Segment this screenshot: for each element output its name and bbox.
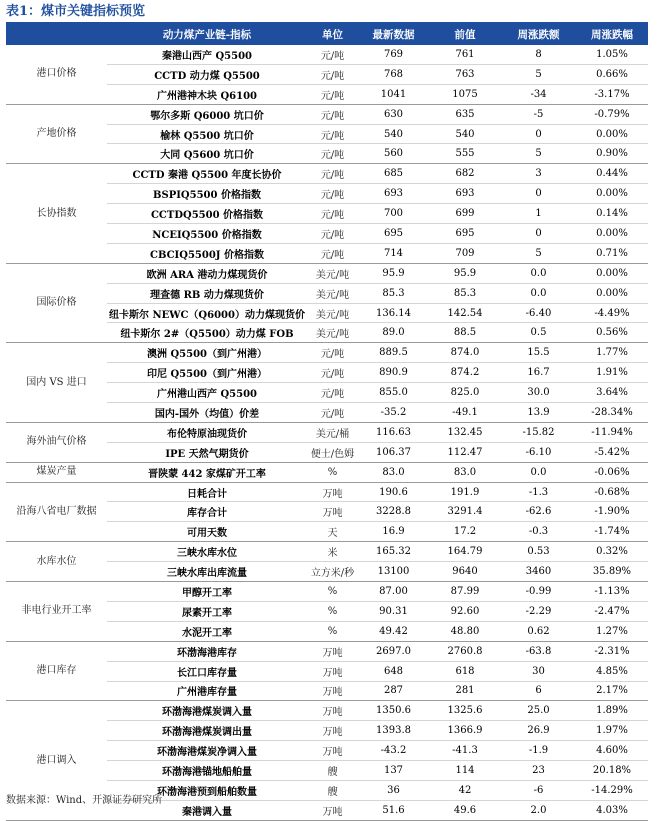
weekly-change-cell: 0.62 <box>501 621 576 641</box>
indicator-cell: 三峡水库出库流量 <box>107 562 307 582</box>
previous-cell: 763 <box>429 64 501 84</box>
weekly-change-pct-cell: -0.68% <box>576 482 648 502</box>
indicator-cell: CCTD 动力煤 Q5500 <box>107 64 307 84</box>
unit-cell: 元/吨 <box>307 124 358 144</box>
latest-cell: 700 <box>358 204 429 224</box>
unit-cell: 元/吨 <box>307 144 358 164</box>
previous-cell: 874.2 <box>429 363 501 383</box>
previous-cell: 693 <box>429 184 501 204</box>
latest-cell: 889.5 <box>358 343 429 363</box>
weekly-change-pct-cell: -28.34% <box>576 403 648 423</box>
weekly-change-pct-cell: -0.06% <box>576 462 648 482</box>
weekly-change-cell: 3460 <box>501 562 576 582</box>
latest-cell: 855.0 <box>358 383 429 403</box>
table-body <box>6 45 648 820</box>
latest-cell: 85.3 <box>358 283 429 303</box>
indicator-cell: 秦港调入量 <box>107 800 307 820</box>
weekly-change-cell: -0.3 <box>501 522 576 542</box>
table-row <box>6 263 648 283</box>
weekly-change-pct-cell: 1.05% <box>576 45 648 64</box>
latest-cell: 540 <box>358 124 429 144</box>
latest-cell: 90.31 <box>358 601 429 621</box>
previous-cell: 618 <box>429 661 501 681</box>
header-latest: 最新数据 <box>358 24 429 45</box>
weekly-change-pct-cell: 0.32% <box>576 542 648 562</box>
weekly-change-pct-cell: 0.00% <box>576 224 648 244</box>
indicator-cell: 鄂尔多斯 Q6000 坑口价 <box>107 104 307 124</box>
weekly-change-pct-cell: -1.74% <box>576 522 648 542</box>
latest-cell: 49.42 <box>358 621 429 641</box>
previous-cell: 17.2 <box>429 522 501 542</box>
weekly-change-cell: 3 <box>501 164 576 184</box>
weekly-change-pct-cell: 35.89% <box>576 562 648 582</box>
weekly-change-cell: 30.0 <box>501 383 576 403</box>
unit-cell: 万吨 <box>307 681 358 701</box>
previous-cell: -49.1 <box>429 403 501 423</box>
weekly-change-cell: 6 <box>501 681 576 701</box>
unit-cell: 美元/桶 <box>307 422 358 442</box>
previous-cell: 1366.9 <box>429 721 501 741</box>
latest-cell: 1350.6 <box>358 701 429 721</box>
table-title: 表1：煤市关键指标预览 <box>6 4 146 19</box>
indicator-cell: 长江口库存量 <box>107 661 307 681</box>
indicator-cell: BSPIQ5500 价格指数 <box>107 184 307 204</box>
weekly-change-cell: 0.0 <box>501 283 576 303</box>
indicator-cell: 广州港库存量 <box>107 681 307 701</box>
weekly-change-pct-cell: 0.00% <box>576 263 648 283</box>
latest-cell: 106.37 <box>358 442 429 462</box>
indicator-cell: 印尼 Q5500（到广州港） <box>107 363 307 383</box>
weekly-change-pct-cell: -2.31% <box>576 641 648 661</box>
previous-cell: 88.5 <box>429 323 501 343</box>
latest-cell: 2697.0 <box>358 641 429 661</box>
previous-cell: 540 <box>429 124 501 144</box>
previous-cell: 142.54 <box>429 303 501 323</box>
weekly-change-pct-cell: 0.44% <box>576 164 648 184</box>
category-cell: 港口库存 <box>6 641 107 701</box>
unit-cell: % <box>307 582 358 602</box>
latest-cell: 190.6 <box>358 482 429 502</box>
unit-cell: 万吨 <box>307 741 358 761</box>
weekly-change-cell: 0.0 <box>501 263 576 283</box>
unit-cell: 元/吨 <box>307 343 358 363</box>
indicator-cell: 欧洲 ARA 港动力煤现货价 <box>107 263 307 283</box>
header-weekly-change-pct: 周涨跌幅 <box>576 24 648 45</box>
previous-cell: 95.9 <box>429 263 501 283</box>
indicator-cell: 晋陕蒙 442 家煤矿开工率 <box>107 462 307 482</box>
weekly-change-cell: -5 <box>501 104 576 124</box>
weekly-change-pct-cell: 1.27% <box>576 621 648 641</box>
latest-cell: 116.63 <box>358 422 429 442</box>
previous-cell: 3291.4 <box>429 502 501 522</box>
indicator-cell: 可用天数 <box>107 522 307 542</box>
previous-cell: 761 <box>429 45 501 64</box>
weekly-change-pct-cell: 4.03% <box>576 800 648 820</box>
latest-cell: 36 <box>358 780 429 800</box>
weekly-change-cell: -2.29 <box>501 601 576 621</box>
weekly-change-pct-cell: -5.42% <box>576 442 648 462</box>
weekly-change-cell: 2.0 <box>501 800 576 820</box>
indicator-cell: 水泥开工率 <box>107 621 307 641</box>
latest-cell: 165.32 <box>358 542 429 562</box>
weekly-change-cell: -6.10 <box>501 442 576 462</box>
category-cell: 港口调入 <box>6 701 107 820</box>
weekly-change-pct-cell: 2.17% <box>576 681 648 701</box>
category-cell: 非电行业开工率 <box>6 582 107 642</box>
weekly-change-cell: 8 <box>501 45 576 64</box>
indicator-cell: 广州港山西产 Q5500 <box>107 383 307 403</box>
previous-cell: 695 <box>429 224 501 244</box>
weekly-change-cell: 23 <box>501 761 576 781</box>
indicator-cell: CCTD 秦港 Q5500 年度长协价 <box>107 164 307 184</box>
latest-cell: 693 <box>358 184 429 204</box>
unit-cell: 天 <box>307 522 358 542</box>
latest-cell: 714 <box>358 243 429 263</box>
indicator-cell: NCEIQ5500 价格指数 <box>107 224 307 244</box>
weekly-change-pct-cell: 4.60% <box>576 741 648 761</box>
table-row <box>6 343 648 363</box>
indicator-cell: 环渤海港煤炭净调入量 <box>107 741 307 761</box>
latest-cell: 83.0 <box>358 462 429 482</box>
latest-cell: -35.2 <box>358 403 429 423</box>
indicator-cell: 纽卡斯尔 2#（Q5500）动力煤 FOB <box>107 323 307 343</box>
previous-cell: 49.6 <box>429 800 501 820</box>
previous-cell: 555 <box>429 144 501 164</box>
unit-cell: 元/吨 <box>307 363 358 383</box>
coal-market-indicator-table <box>6 24 648 821</box>
latest-cell: 695 <box>358 224 429 244</box>
previous-cell: 191.9 <box>429 482 501 502</box>
category-cell: 水库水位 <box>6 542 107 582</box>
weekly-change-cell: 0 <box>501 224 576 244</box>
latest-cell: 1041 <box>358 84 429 104</box>
category-cell: 海外油气价格 <box>6 422 107 462</box>
weekly-change-pct-cell: -2.47% <box>576 601 648 621</box>
indicator-cell: 环渤海港锚地船舶量 <box>107 761 307 781</box>
category-cell: 长协指数 <box>6 164 107 263</box>
unit-cell: 美元/吨 <box>307 283 358 303</box>
previous-cell: 92.60 <box>429 601 501 621</box>
table-row <box>6 482 648 502</box>
header-weekly-change: 周涨跌额 <box>501 24 576 45</box>
unit-cell: 艘 <box>307 761 358 781</box>
previous-cell: 132.45 <box>429 422 501 442</box>
indicator-cell: 环渤海港煤炭调入量 <box>107 701 307 721</box>
weekly-change-cell: 26.9 <box>501 721 576 741</box>
header-unit: 单位 <box>307 24 358 45</box>
table-row <box>6 104 648 124</box>
latest-cell: 890.9 <box>358 363 429 383</box>
category-cell: 国内 VS 进口 <box>6 343 107 423</box>
weekly-change-pct-cell: 0.00% <box>576 283 648 303</box>
unit-cell: 立方米/秒 <box>307 562 358 582</box>
weekly-change-pct-cell: 0.90% <box>576 144 648 164</box>
latest-cell: 16.9 <box>358 522 429 542</box>
table-row <box>6 462 648 482</box>
previous-cell: 2760.8 <box>429 641 501 661</box>
indicator-cell: 三峡水库水位 <box>107 542 307 562</box>
weekly-change-pct-cell: 0.00% <box>576 124 648 144</box>
weekly-change-pct-cell: 4.85% <box>576 661 648 681</box>
latest-cell: 685 <box>358 164 429 184</box>
table-row <box>6 701 648 721</box>
weekly-change-cell: 30 <box>501 661 576 681</box>
unit-cell: 元/吨 <box>307 64 358 84</box>
unit-cell: 元/吨 <box>307 164 358 184</box>
previous-cell: 825.0 <box>429 383 501 403</box>
unit-cell: 美元/吨 <box>307 323 358 343</box>
weekly-change-pct-cell: 1.97% <box>576 721 648 741</box>
weekly-change-pct-cell: -4.49% <box>576 303 648 323</box>
unit-cell: % <box>307 621 358 641</box>
weekly-change-cell: 5 <box>501 144 576 164</box>
weekly-change-cell: 0 <box>501 124 576 144</box>
weekly-change-cell: -1.9 <box>501 741 576 761</box>
table-header-row <box>6 24 648 45</box>
unit-cell: 美元/吨 <box>307 263 358 283</box>
header-indicator: 动力煤产业链-指标 <box>107 24 307 45</box>
previous-cell: 1325.6 <box>429 701 501 721</box>
unit-cell: 元/吨 <box>307 184 358 204</box>
weekly-change-cell: -34 <box>501 84 576 104</box>
table-row <box>6 45 648 64</box>
category-cell: 沿海八省电厂数据 <box>6 482 107 542</box>
unit-cell: 米 <box>307 542 358 562</box>
weekly-change-cell: -6 <box>501 780 576 800</box>
weekly-change-cell: -15.82 <box>501 422 576 442</box>
unit-cell: 元/吨 <box>307 104 358 124</box>
weekly-change-cell: -63.8 <box>501 641 576 661</box>
indicator-cell: 日耗合计 <box>107 482 307 502</box>
weekly-change-cell: 25.0 <box>501 701 576 721</box>
weekly-change-cell: 13.9 <box>501 403 576 423</box>
unit-cell: % <box>307 601 358 621</box>
previous-cell: 635 <box>429 104 501 124</box>
previous-cell: 42 <box>429 780 501 800</box>
previous-cell: 699 <box>429 204 501 224</box>
previous-cell: 164.79 <box>429 542 501 562</box>
weekly-change-cell: 0.53 <box>501 542 576 562</box>
latest-cell: 95.9 <box>358 263 429 283</box>
unit-cell: 元/吨 <box>307 204 358 224</box>
previous-cell: 682 <box>429 164 501 184</box>
unit-cell: 万吨 <box>307 502 358 522</box>
weekly-change-cell: -6.40 <box>501 303 576 323</box>
indicator-cell: 理查德 RB 动力煤现货价 <box>107 283 307 303</box>
unit-cell: 便士/色姆 <box>307 442 358 462</box>
unit-cell: 美元/吨 <box>307 303 358 323</box>
unit-cell: 万吨 <box>307 661 358 681</box>
weekly-change-cell: 15.5 <box>501 343 576 363</box>
latest-cell: 136.14 <box>358 303 429 323</box>
indicator-cell: 尿素开工率 <box>107 601 307 621</box>
weekly-change-cell: -0.99 <box>501 582 576 602</box>
weekly-change-pct-cell: 0.00% <box>576 184 648 204</box>
previous-cell: 281 <box>429 681 501 701</box>
weekly-change-pct-cell: -1.90% <box>576 502 648 522</box>
previous-cell: 9640 <box>429 562 501 582</box>
unit-cell: 元/吨 <box>307 224 358 244</box>
indicator-cell: 国内-国外（均值）价差 <box>107 403 307 423</box>
weekly-change-pct-cell: 1.91% <box>576 363 648 383</box>
indicator-cell: 广州港神木块 Q6100 <box>107 84 307 104</box>
latest-cell: 630 <box>358 104 429 124</box>
unit-cell: 万吨 <box>307 482 358 502</box>
weekly-change-cell: 5 <box>501 64 576 84</box>
previous-cell: 87.99 <box>429 582 501 602</box>
indicator-cell: 甲醇开工率 <box>107 582 307 602</box>
latest-cell: 3228.8 <box>358 502 429 522</box>
indicator-cell: 布伦特原油现货价 <box>107 422 307 442</box>
weekly-change-pct-cell: -0.79% <box>576 104 648 124</box>
weekly-change-pct-cell: -1.13% <box>576 582 648 602</box>
weekly-change-pct-cell: 3.64% <box>576 383 648 403</box>
previous-cell: 112.47 <box>429 442 501 462</box>
category-cell: 国际价格 <box>6 263 107 343</box>
unit-cell: 万吨 <box>307 701 358 721</box>
weekly-change-cell: 5 <box>501 243 576 263</box>
indicator-cell: 环渤海港库存 <box>107 641 307 661</box>
weekly-change-pct-cell: 0.71% <box>576 243 648 263</box>
weekly-change-cell: -62.6 <box>501 502 576 522</box>
latest-cell: 648 <box>358 661 429 681</box>
header-previous: 前值 <box>429 24 501 45</box>
indicator-cell: 环渤海港预到船舶数量 <box>107 780 307 800</box>
indicator-cell: 环渤海港煤炭调出量 <box>107 721 307 741</box>
indicator-cell: CBCIQ5500J 价格指数 <box>107 243 307 263</box>
latest-cell: 137 <box>358 761 429 781</box>
category-cell: 港口价格 <box>6 45 107 104</box>
latest-cell: 287 <box>358 681 429 701</box>
previous-cell: 85.3 <box>429 283 501 303</box>
weekly-change-pct-cell: 20.18% <box>576 761 648 781</box>
previous-cell: 114 <box>429 761 501 781</box>
previous-cell: 1075 <box>429 84 501 104</box>
weekly-change-cell: 16.7 <box>501 363 576 383</box>
unit-cell: 元/吨 <box>307 84 358 104</box>
latest-cell: -43.2 <box>358 741 429 761</box>
weekly-change-pct-cell: 0.14% <box>576 204 648 224</box>
latest-cell: 768 <box>358 64 429 84</box>
table-row <box>6 582 648 602</box>
latest-cell: 560 <box>358 144 429 164</box>
indicator-cell: IPE 天然气期货价 <box>107 442 307 462</box>
table-row <box>6 542 648 562</box>
unit-cell: 元/吨 <box>307 383 358 403</box>
indicator-cell: 大同 Q5600 坑口价 <box>107 144 307 164</box>
latest-cell: 87.00 <box>358 582 429 602</box>
indicator-cell: 纽卡斯尔 NEWC（Q6000）动力煤现货价 <box>107 303 307 323</box>
previous-cell: 874.0 <box>429 343 501 363</box>
latest-cell: 89.0 <box>358 323 429 343</box>
weekly-change-cell: -1.3 <box>501 482 576 502</box>
weekly-change-cell: 0.5 <box>501 323 576 343</box>
unit-cell: % <box>307 462 358 482</box>
unit-cell: 万吨 <box>307 721 358 741</box>
previous-cell: 709 <box>429 243 501 263</box>
weekly-change-pct-cell: 1.89% <box>576 701 648 721</box>
previous-cell: 48.80 <box>429 621 501 641</box>
indicator-cell: 库存合计 <box>107 502 307 522</box>
weekly-change-pct-cell: 1.77% <box>576 343 648 363</box>
category-cell: 煤炭产量 <box>6 462 107 482</box>
unit-cell: 万吨 <box>307 641 358 661</box>
latest-cell: 51.6 <box>358 800 429 820</box>
indicator-cell: 秦港山西产 Q5500 <box>107 45 307 64</box>
indicator-cell: 澳洲 Q5500（到广州港） <box>107 343 307 363</box>
weekly-change-pct-cell: 0.56% <box>576 323 648 343</box>
unit-cell: 元/吨 <box>307 243 358 263</box>
previous-cell: -41.3 <box>429 741 501 761</box>
table-row <box>6 641 648 661</box>
weekly-change-pct-cell: -14.29% <box>576 780 648 800</box>
unit-cell: 万吨 <box>307 800 358 820</box>
latest-cell: 769 <box>358 45 429 64</box>
weekly-change-pct-cell: -3.17% <box>576 84 648 104</box>
indicator-cell: 榆林 Q5500 坑口价 <box>107 124 307 144</box>
unit-cell: 元/吨 <box>307 403 358 423</box>
weekly-change-pct-cell: -11.94% <box>576 422 648 442</box>
weekly-change-cell: 1 <box>501 204 576 224</box>
header-category <box>6 24 107 45</box>
table-row <box>6 422 648 442</box>
weekly-change-cell: 0 <box>501 184 576 204</box>
previous-cell: 83.0 <box>429 462 501 482</box>
weekly-change-cell: 0.0 <box>501 462 576 482</box>
latest-cell: 13100 <box>358 562 429 582</box>
latest-cell: 1393.8 <box>358 721 429 741</box>
unit-cell: 元/吨 <box>307 45 358 64</box>
table-row <box>6 164 648 184</box>
data-source-note: 数据来源：Wind、开源证券研究所 <box>6 795 163 806</box>
unit-cell: 艘 <box>307 780 358 800</box>
indicator-cell: CCTDQ5500 价格指数 <box>107 204 307 224</box>
category-cell: 产地价格 <box>6 104 107 164</box>
weekly-change-pct-cell: 0.66% <box>576 64 648 84</box>
